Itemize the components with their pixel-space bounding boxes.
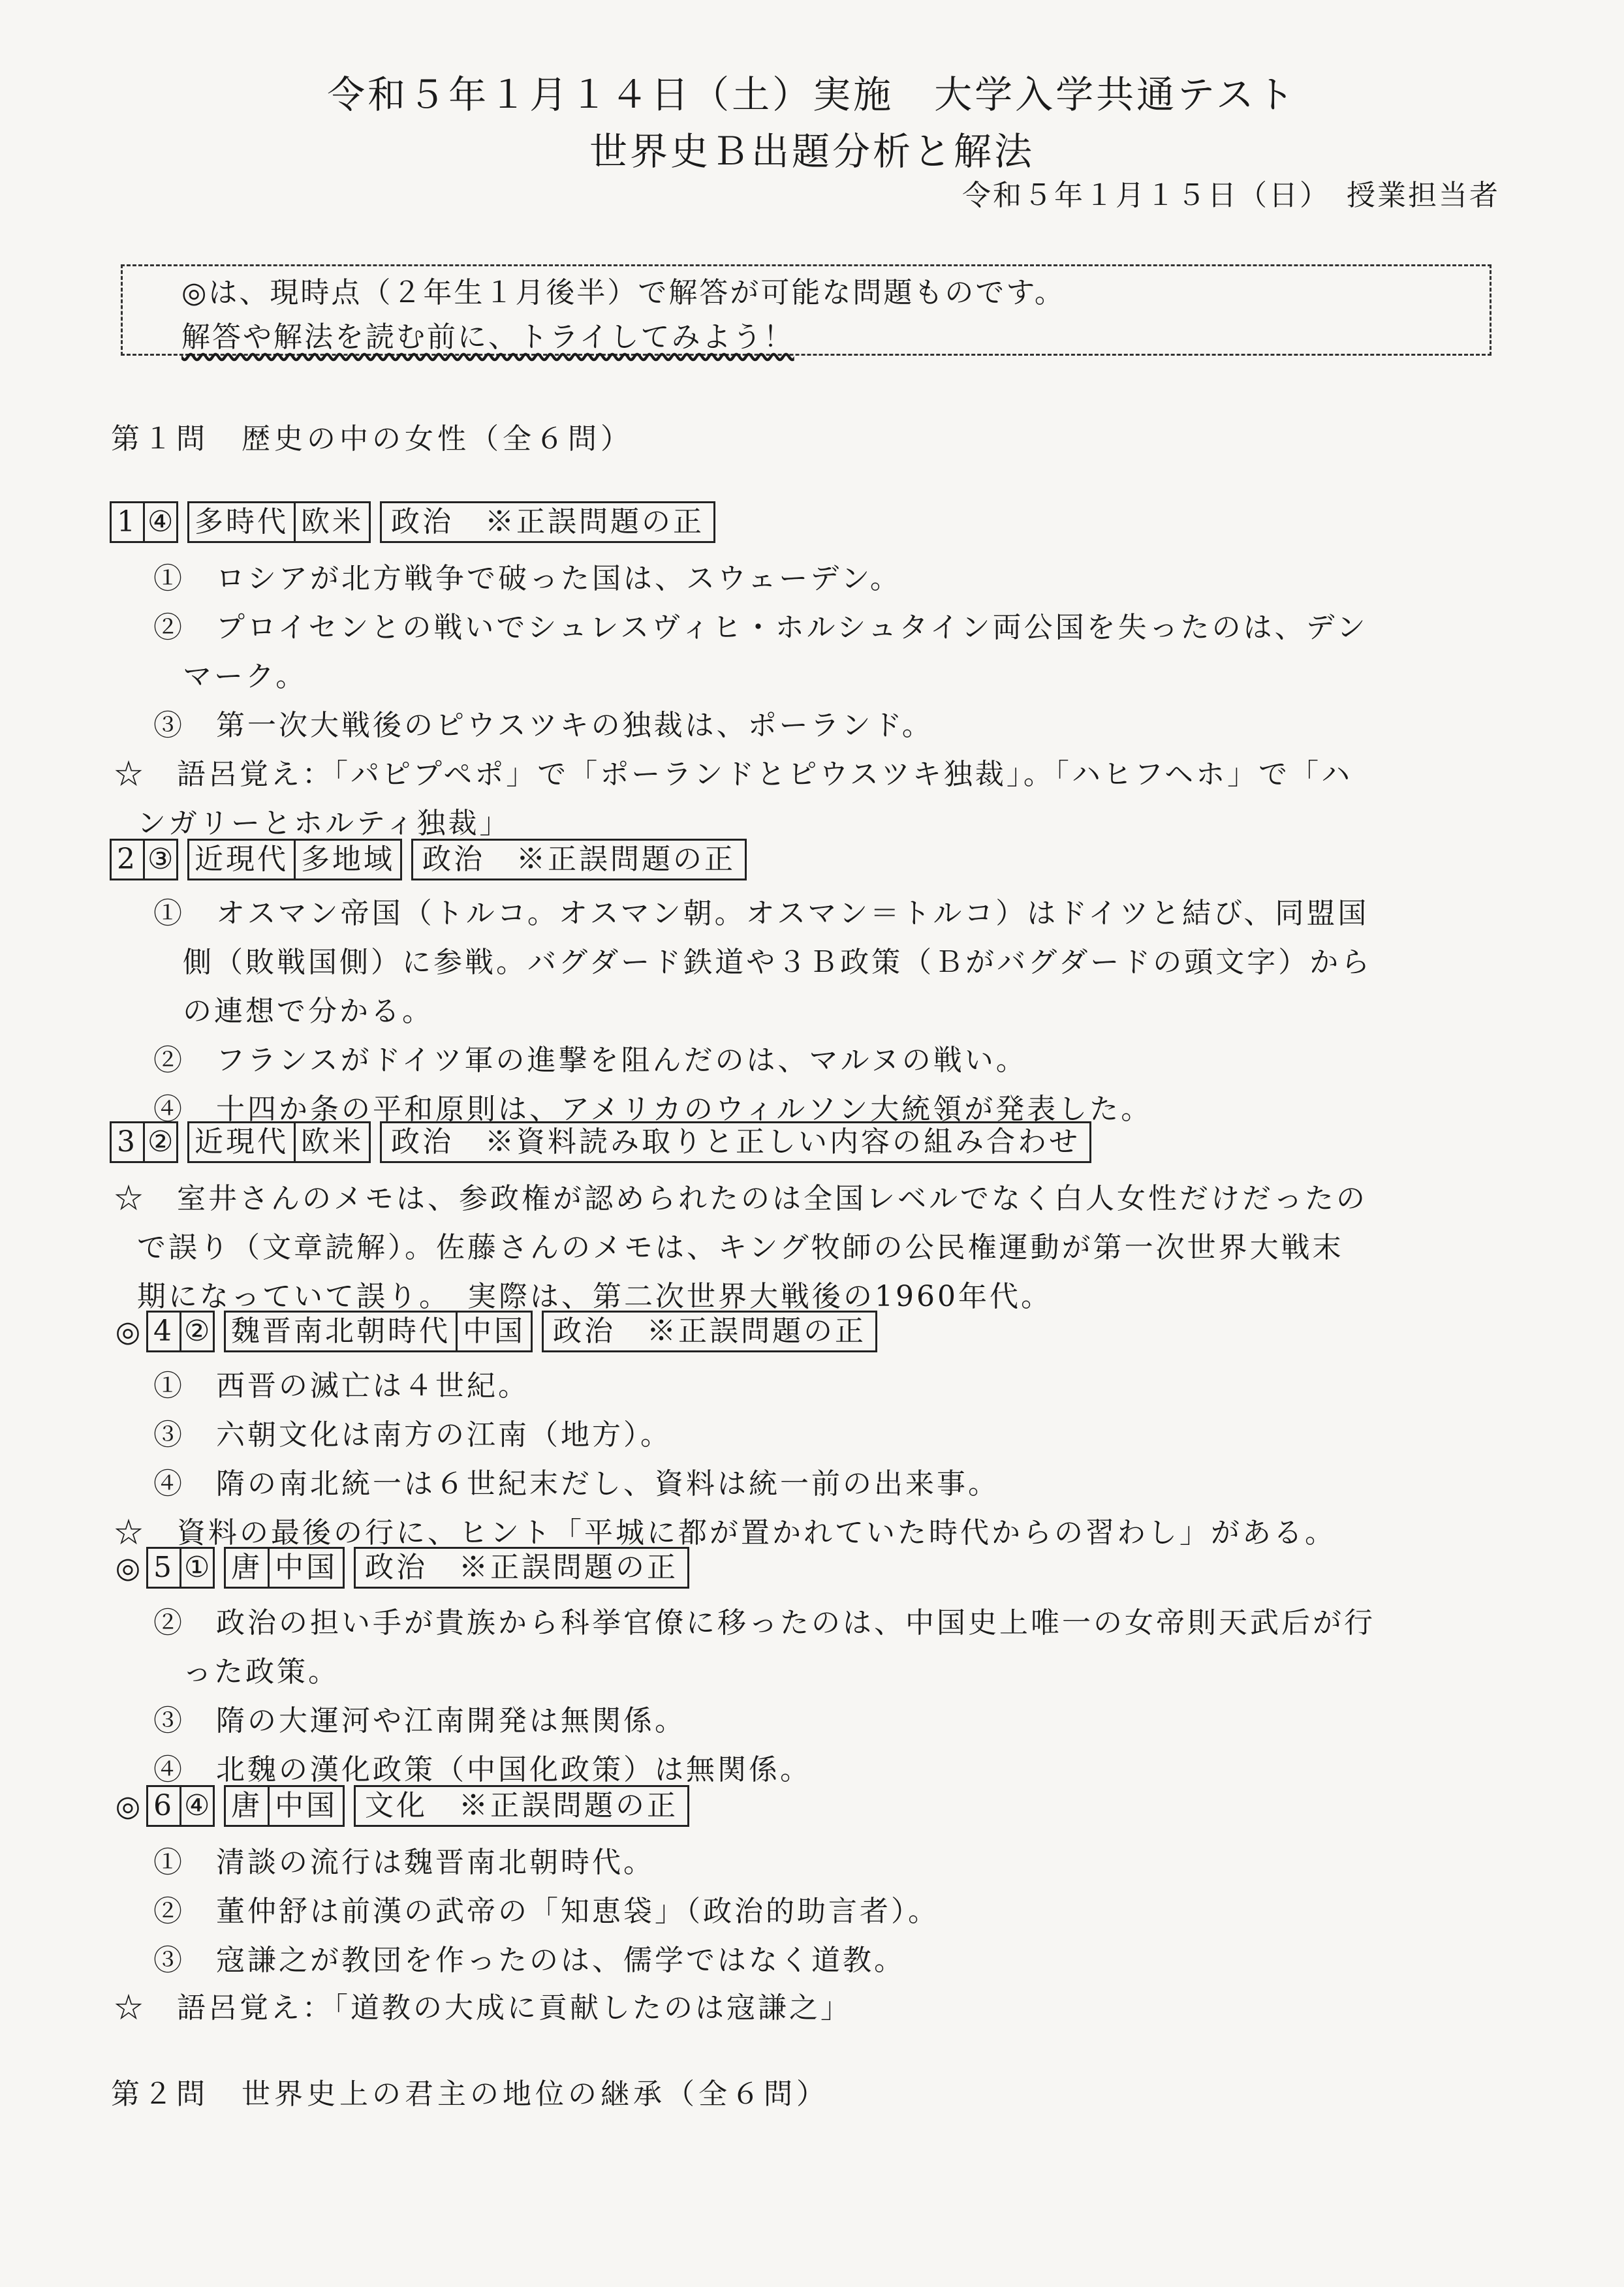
question-region: 欧米 — [294, 501, 371, 543]
question-era: 多時代 — [187, 501, 296, 543]
tip-line: ☆ 室井さんのメモは、参政権が認められたのは全国レベルでなく白人女性だけだったの — [114, 1182, 1367, 1215]
question-header — [110, 1785, 689, 1827]
question-field: 政治 — [365, 1551, 428, 1584]
question-answer: ④ — [180, 1785, 215, 1827]
question-region: 欧米 — [294, 1121, 371, 1163]
question-field-type — [542, 1311, 877, 1352]
question-era: 唐 — [224, 1547, 270, 1589]
answer-line: ② 政治の担い手が貴族から科挙官僚に移ったのは、中国史上唯一の女帝則天武后が行 — [153, 1606, 1375, 1640]
answer-line: ② 董仲舒は前漢の武帝の「知恵袋」（政治的助言者）。 — [153, 1895, 939, 1928]
question-field: 文化 — [365, 1789, 428, 1822]
question-era: 魏晋南北朝時代 — [224, 1311, 458, 1352]
answer-line: ④ 隋の南北統一は６世紀末だし、資料は統一前の出来事。 — [153, 1467, 999, 1501]
question-region: 多地域 — [294, 839, 402, 880]
tip-line: ☆ 語呂覚え：「パピプペポ」で「ポーランドとピウスツキ独裁」。「ハヒフヘホ」で「ハ — [114, 758, 1353, 791]
question-header — [110, 1311, 877, 1352]
question-answer: ② — [180, 1311, 215, 1352]
answer-line: ① オスマン帝国（トルコ。オスマン朝。オスマン＝トルコ）はドイツと結び、同盟国 — [153, 897, 1369, 930]
question-region: 中国 — [268, 1547, 345, 1589]
answer-line: 側（敗戦国側）に参戦。バグダード鉄道や３Ｂ政策（Ｂがバグダードの頭文字）から — [183, 946, 1373, 979]
answer-line: ③ 第一次大戦後のピウスツキの独裁は、ポーランド。 — [153, 709, 933, 742]
solvable-mark: ◎ — [115, 1315, 144, 1348]
question-header — [110, 839, 747, 880]
notice-line-2: 解答や解法を読む前に、トライしてみよう！ — [181, 320, 794, 354]
answer-line: ① 清談の流行は魏晋南北朝時代。 — [153, 1846, 655, 1879]
answer-line: ① 西晋の滅亡は４世紀。 — [153, 1369, 529, 1403]
section-heading-2: 第２問 世界史上の君主の地位の継承（全６問） — [111, 2077, 829, 2111]
question-region: 中国 — [268, 1785, 345, 1827]
question-number: 6 — [146, 1785, 181, 1827]
question-answer: ④ — [143, 501, 178, 543]
tip-line: ンガリーとホルティ独裁」 — [137, 807, 511, 840]
tip-line: で誤り（文章読解）。佐藤さんのメモは、キング牧師の公民権運動が第一次世界大戦末 — [137, 1231, 1344, 1264]
question-header — [110, 501, 715, 543]
question-field: 政治 — [391, 1125, 454, 1159]
question-field: 政治 — [553, 1315, 616, 1348]
solvable-mark: ◎ — [115, 1551, 144, 1585]
question-answer: ① — [180, 1547, 215, 1589]
question-header — [110, 1547, 689, 1589]
answer-line: ① ロシアが北方戦争で破った国は、スウェーデン。 — [153, 562, 901, 595]
question-type: ※正誤問題の正 — [485, 505, 704, 538]
question-type: ※正誤問題の正 — [459, 1551, 678, 1584]
tip-line: ☆ 語呂覚え：「道教の大成に貢献したのは寇謙之」 — [114, 1991, 852, 2025]
answer-line: マーク。 — [183, 660, 307, 693]
question-field-type — [354, 1785, 689, 1827]
question-era: 近現代 — [187, 1121, 296, 1163]
answer-line: ② フランスがドイツ軍の進撃を阻んだのは、マルヌの戦い。 — [153, 1044, 1027, 1077]
answer-line: ③ 寇謙之が教団を作ったのは、儒学ではなく道教。 — [153, 1944, 905, 1977]
notice-line-1: ◎は、現時点（２年生１月後半）で解答が可能な問題ものです。 — [181, 276, 1065, 309]
question-number: 1 — [110, 501, 145, 543]
question-type: ※正誤問題の正 — [459, 1789, 678, 1822]
answer-line: ④ 十四か条の平和原則は、アメリカのウィルソン大統領が発表した。 — [153, 1093, 1153, 1126]
tip-line: 期になっていて誤り。 実際は、第二次世界大戦後の1960年代。 — [137, 1280, 1052, 1313]
answer-line: ③ 六朝文化は南方の江南（地方）。 — [153, 1418, 672, 1452]
question-type: ※資料読み取りと正しい内容の組み合わせ — [485, 1125, 1080, 1159]
answer-line: ② プロイセンとの戦いでシュレスヴィヒ・ホルシュタイン両公国を失ったのは、デン — [153, 611, 1368, 644]
answer-line: った政策。 — [183, 1655, 339, 1688]
notice-box — [121, 264, 1491, 356]
question-era: 唐 — [224, 1785, 270, 1827]
question-number: 2 — [110, 839, 145, 880]
question-region: 中国 — [456, 1311, 533, 1352]
question-answer: ② — [143, 1121, 178, 1163]
question-header — [110, 1121, 1091, 1163]
question-type: ※正誤問題の正 — [516, 843, 736, 876]
question-field-type — [411, 839, 747, 880]
tip-line: ☆ 資料の最後の行に、ヒント「平城に都が置かれていた時代からの習わし」がある。 — [114, 1516, 1336, 1549]
solvable-mark: ◎ — [115, 1789, 144, 1823]
document-subtitle: 世界史Ｂ出題分析と解法 — [589, 129, 1035, 174]
question-type: ※正誤問題の正 — [647, 1315, 866, 1348]
dateline: 令和５年１月１５日（日） 授業担当者 — [962, 179, 1500, 212]
answer-line: ③ 隋の大運河や江南開発は無関係。 — [153, 1704, 686, 1737]
question-number: 4 — [146, 1311, 181, 1352]
answer-line: の連想で分かる。 — [183, 995, 433, 1028]
question-field: 政治 — [422, 843, 485, 876]
question-field: 政治 — [391, 505, 454, 538]
question-number: 5 — [146, 1547, 181, 1589]
question-number: 3 — [110, 1121, 145, 1163]
document-title: 令和５年１月１４日（土）実施 大学入学共通テスト — [327, 72, 1297, 117]
question-era: 近現代 — [187, 839, 296, 880]
question-field-type — [380, 1121, 1091, 1163]
question-answer: ③ — [143, 839, 178, 880]
section-heading-1: 第１問 歴史の中の女性（全６問） — [111, 422, 633, 456]
answer-line: ④ 北魏の漢化政策（中国化政策）は無関係。 — [153, 1753, 811, 1786]
question-field-type — [354, 1547, 689, 1589]
question-field-type — [380, 501, 715, 543]
